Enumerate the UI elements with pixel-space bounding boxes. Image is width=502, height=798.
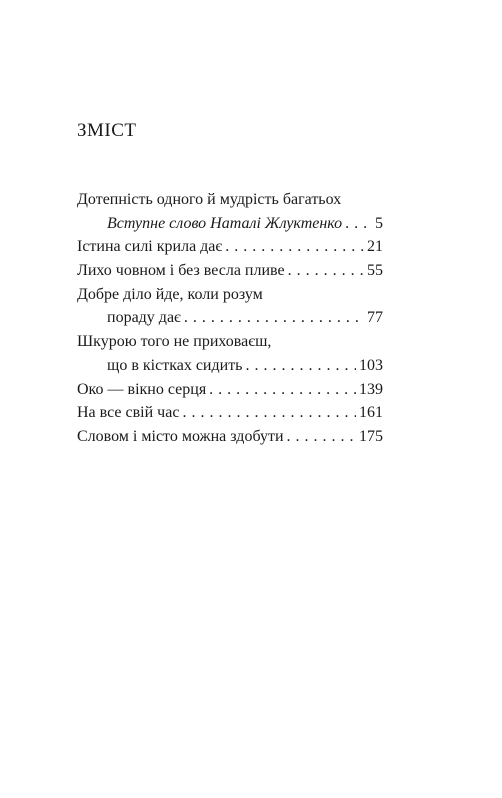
page-title: ЗМІСТ xyxy=(77,120,137,141)
toc-entry-title: Око — вікно серця xyxy=(77,380,207,398)
dot-leader xyxy=(288,259,364,283)
dot-leader xyxy=(184,306,364,330)
toc-page-number: 103 xyxy=(359,356,383,374)
toc-line xyxy=(77,188,383,212)
toc-entry[interactable] xyxy=(77,306,383,330)
toc-page-number: 175 xyxy=(359,427,383,445)
toc-entry-title: На все свій час xyxy=(77,404,180,422)
toc-page-number: 139 xyxy=(359,380,383,398)
toc-entry[interactable] xyxy=(77,212,383,236)
toc-entry[interactable] xyxy=(77,235,383,259)
toc-entry-title: Шкурою того не приховаєш, xyxy=(77,333,272,351)
toc-line xyxy=(77,283,383,307)
table-of-contents xyxy=(77,188,383,449)
dot-leader xyxy=(345,212,372,236)
toc-line xyxy=(77,330,383,354)
dot-leader xyxy=(225,235,364,259)
toc-entry-title: Вступне слово Наталі Жлуктенко xyxy=(107,214,343,232)
toc-page-number: 77 xyxy=(367,309,383,327)
toc-entry-title: пораду дає xyxy=(107,309,181,327)
dot-leader xyxy=(182,401,356,425)
toc-entry-title: що в кістках сидить xyxy=(107,356,243,374)
toc-page-number: 161 xyxy=(359,404,383,422)
toc-entry-title: Словом і місто можна здобути xyxy=(77,427,284,445)
toc-page-number: 5 xyxy=(375,214,383,232)
toc-entry[interactable] xyxy=(77,401,383,425)
toc-entry-title: Лихо човном і без весла пливе xyxy=(77,262,285,280)
toc-entry[interactable] xyxy=(77,354,383,378)
toc-entry-title: Дотепність одного й мудрість багатьох xyxy=(77,191,342,208)
toc-entry[interactable] xyxy=(77,378,383,402)
toc-entry-title: Добре діло йде, коли розум xyxy=(77,285,263,303)
toc-page-number: 55 xyxy=(367,262,383,280)
toc-entry[interactable] xyxy=(77,425,383,449)
toc-entry[interactable] xyxy=(77,259,383,283)
dot-leader xyxy=(287,425,356,449)
toc-page-number: 21 xyxy=(367,238,383,256)
dot-leader xyxy=(245,354,356,378)
dot-leader xyxy=(209,378,356,402)
toc-entry-title: Істина силі крила дає xyxy=(77,238,223,256)
